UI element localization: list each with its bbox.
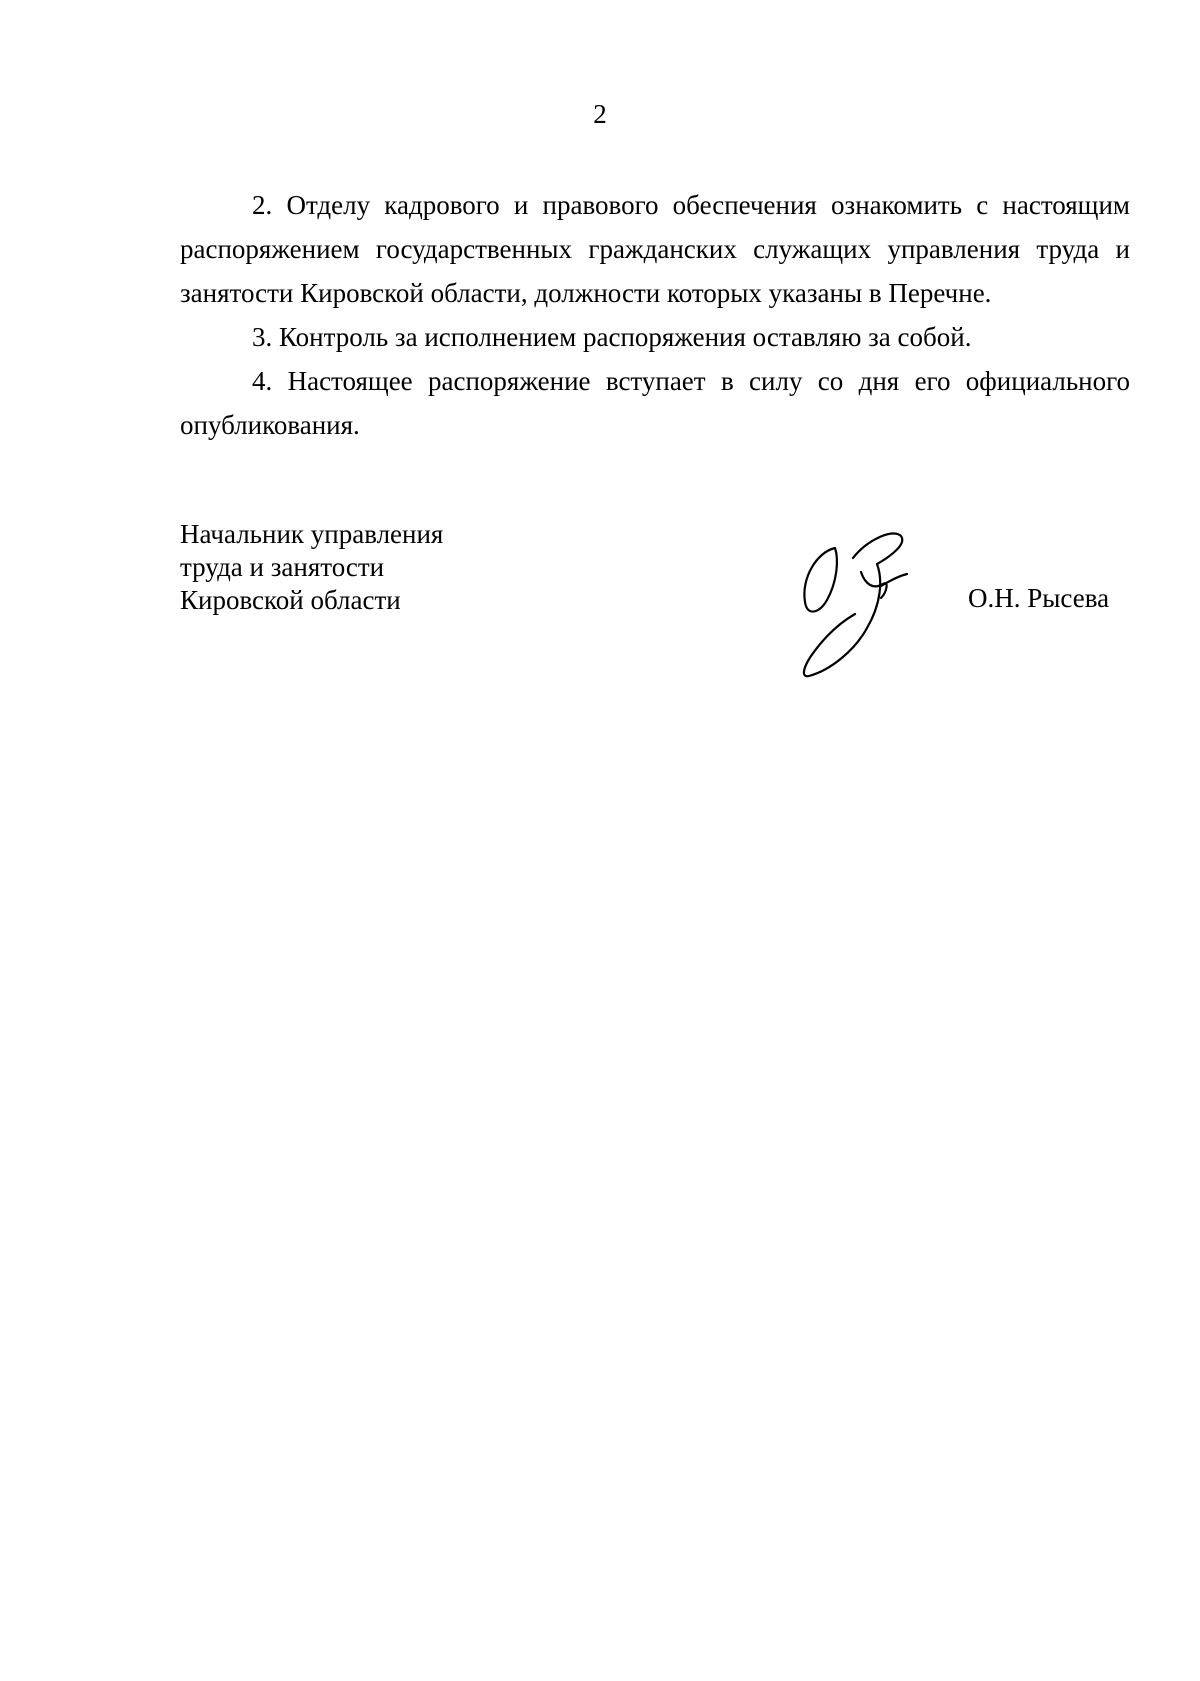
- position-line: труда и занятости: [180, 552, 385, 582]
- signature-stroke: [804, 548, 837, 612]
- document-body: [180, 183, 1130, 447]
- handwritten-signature-icon: [795, 530, 915, 680]
- signature-stroke: [881, 574, 907, 586]
- paragraph-item-4: 4. Настоящее распоряжение вступает в силу со дня его официального опубликования.: [180, 366, 1130, 440]
- paragraph-item-3: 3. Контроль за исполнением распоряжения оставляю за собой.: [252, 322, 972, 352]
- position-line: Кировской области: [180, 585, 401, 615]
- signer-name: О.Н. Рысева: [968, 583, 1110, 613]
- signature-stroke: [804, 533, 902, 676]
- paragraph-item-2: 2. Отделу кадрового и правового обеспечения ознакомить с настоящим распоряжением государственных гражданских служащих управления труда и занятости Кировской области, должности которых указаны в Перечне.: [180, 190, 1130, 308]
- page-number: 2: [593, 99, 607, 129]
- position-line: Начальник управления: [180, 519, 444, 549]
- signatory-position: [180, 518, 443, 617]
